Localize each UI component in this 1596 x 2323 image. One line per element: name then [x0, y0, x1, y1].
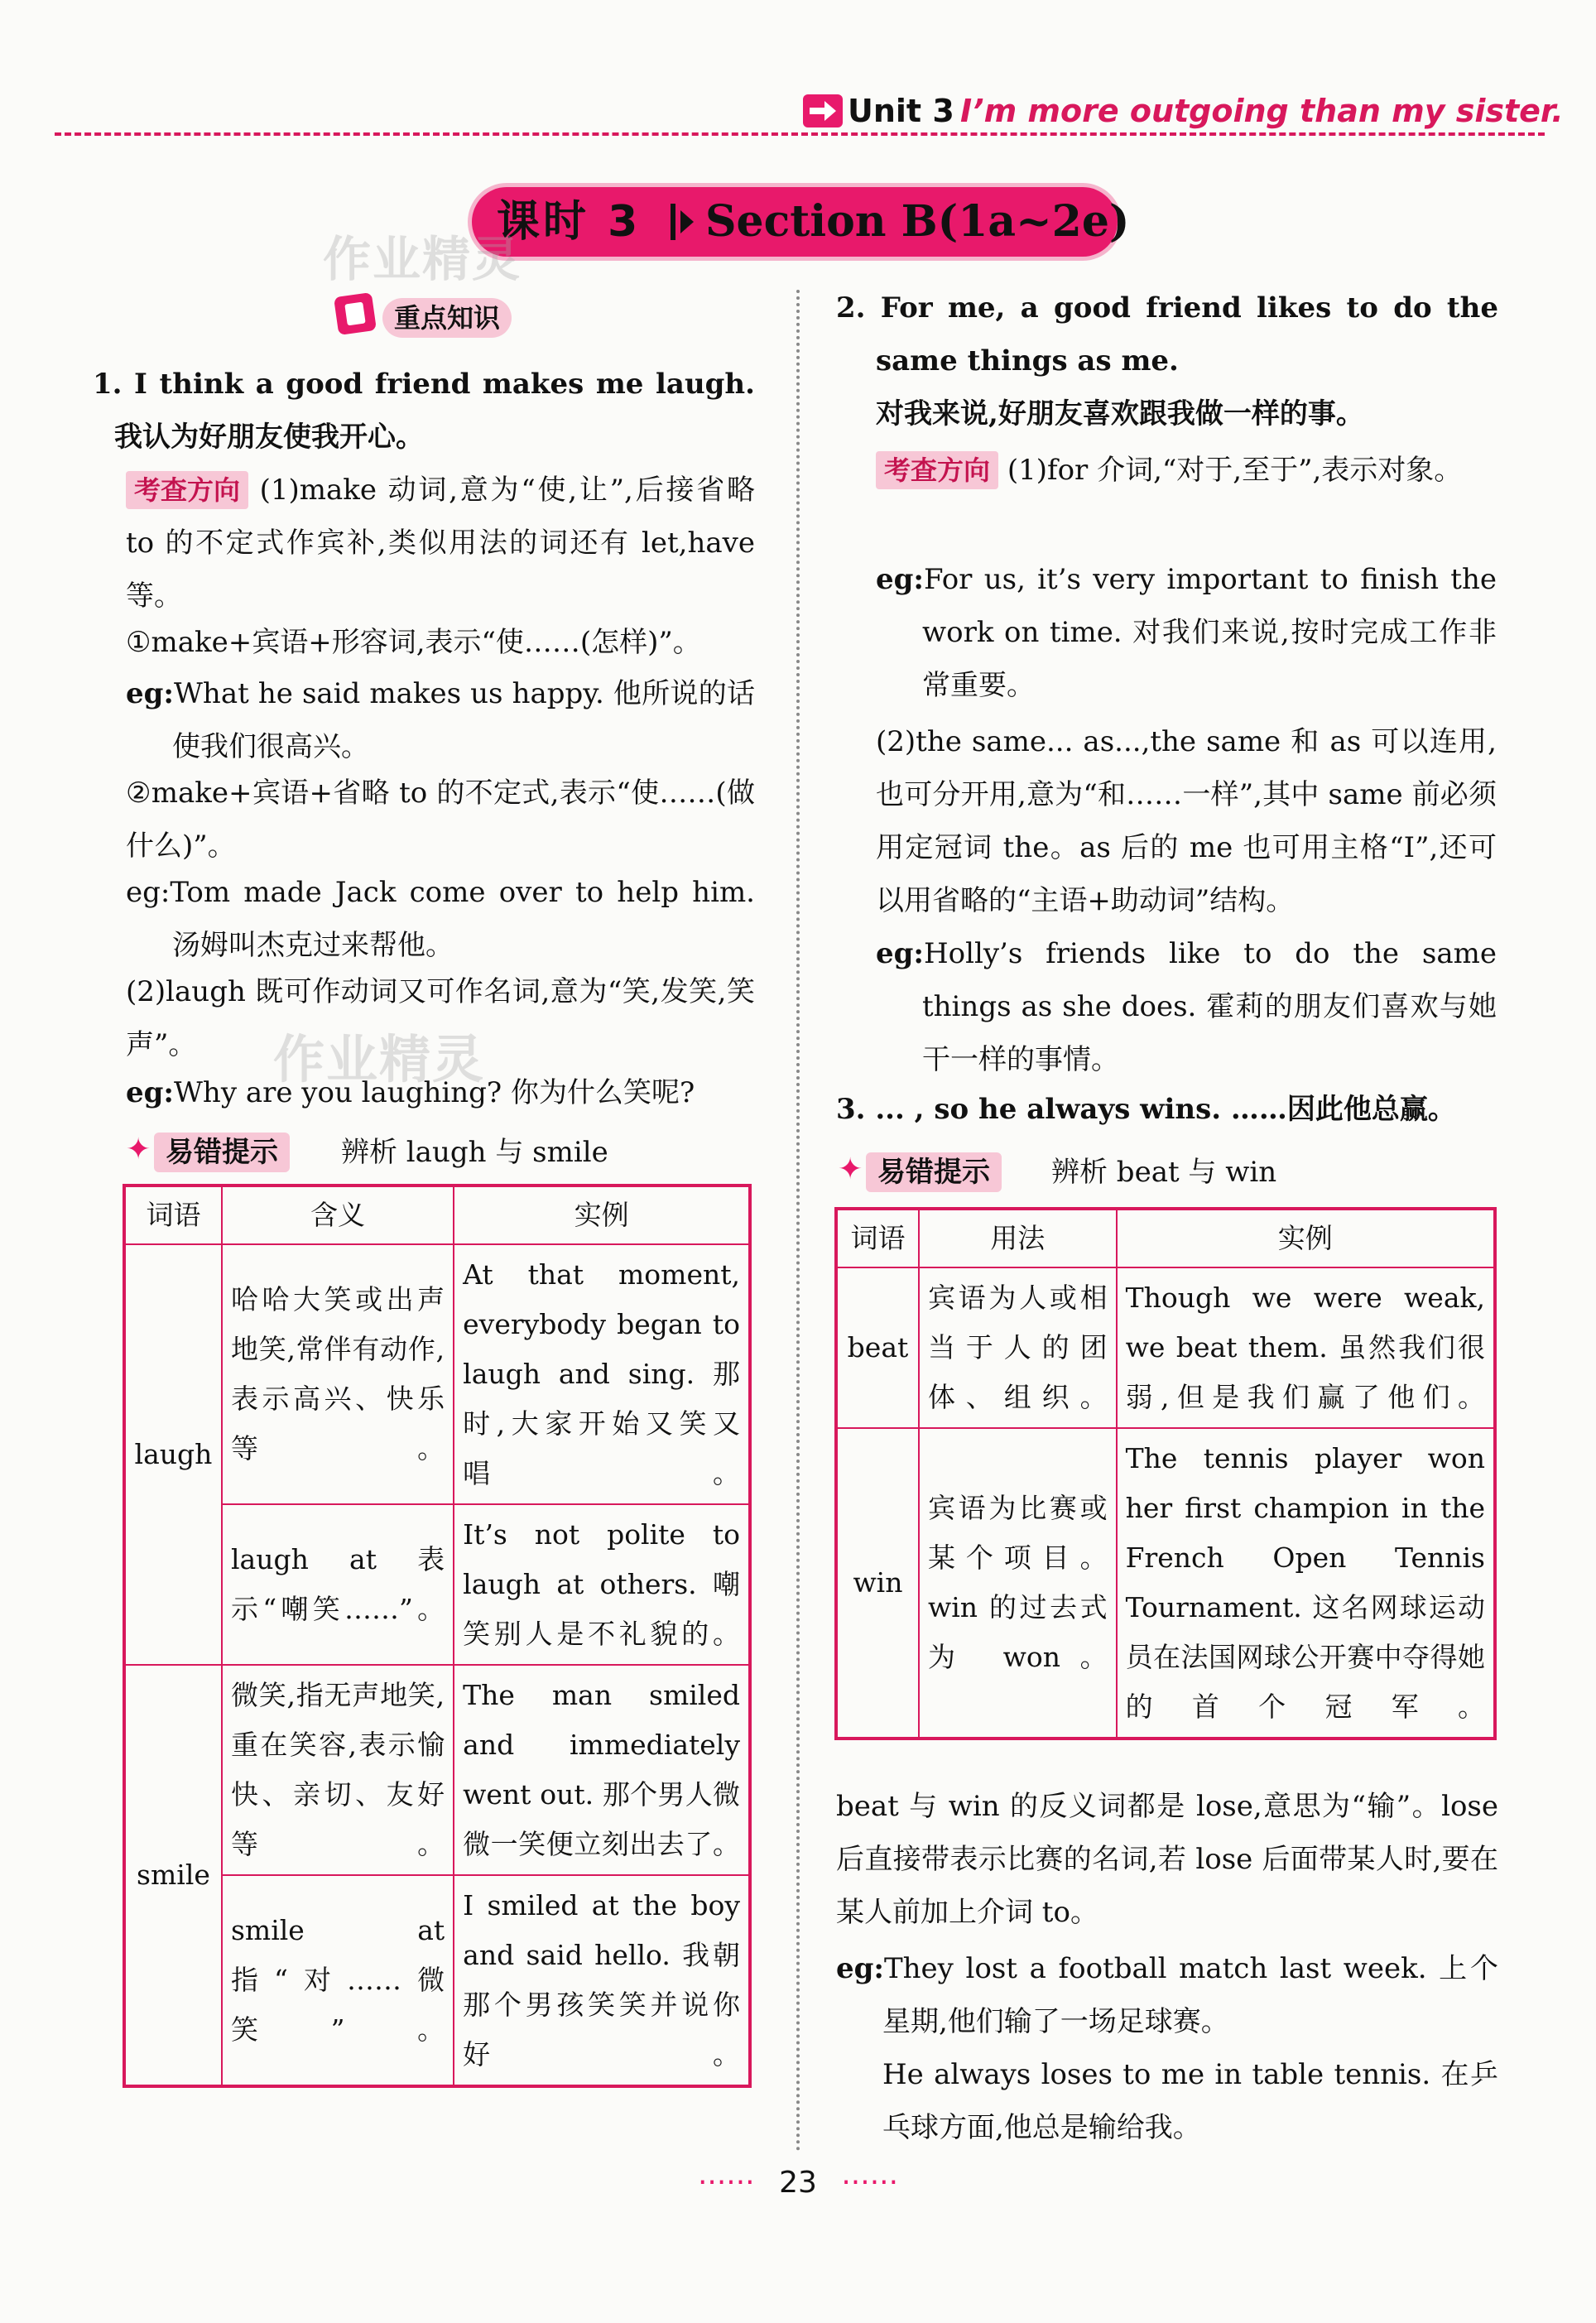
example-3-text: Why are you laughing? 你为什么笑呢?	[173, 1076, 695, 1109]
table-header-cell: 词语	[124, 1186, 222, 1244]
example-4-text: For us, it’s very important to finish the work on time. 对我们来说,按时完成工作非常重要。	[922, 563, 1497, 702]
table-row	[124, 1244, 750, 1504]
error-tip-label: 易错提示	[866, 1152, 1002, 1192]
example-4	[876, 553, 1497, 712]
table-header-row	[124, 1186, 750, 1244]
table-header-cell: 实例	[454, 1186, 750, 1244]
item1-p3: ②make+宾语+省略 to 的不定式,表示“使……(做什么)”。	[126, 777, 755, 863]
watermark: 作业精灵	[323, 231, 522, 287]
triangle-icon	[680, 210, 694, 233]
word-cell: smile	[124, 1665, 222, 2086]
unit-label: Unit 3	[848, 93, 954, 129]
page-number-value: 23	[779, 2166, 817, 2200]
example-5-text: Holly’s friends like to do the same things as she does. 霍莉的朋友们喜欢与她干一样的事情。	[922, 937, 1497, 1076]
table-row	[124, 1665, 750, 1875]
usage-cell: 宾语为人或相当于人的团体、组织。	[919, 1267, 1117, 1428]
item1-explanation	[126, 464, 755, 623]
example-cell: Though we were weak, we beat them. 虽然我们很弱,但是我们赢了他们。	[1117, 1267, 1495, 1428]
word-cell: win	[836, 1428, 919, 1739]
meaning-cell: smile at 指“对……微笑”。	[222, 1875, 454, 2086]
section-title: Section B(1a~2e)	[705, 196, 1130, 247]
table-row	[836, 1428, 1495, 1739]
eg-label: eg:	[876, 937, 924, 970]
star-icon: ✦	[126, 1133, 151, 1166]
item2-heading: 2. For me, a good friend likes to do the same things as me.	[836, 291, 1498, 378]
item1-p2: ①make+宾语+形容词,表示“使……(怎样)”。	[126, 626, 701, 659]
lesson-number: 课时 3	[497, 197, 642, 247]
exam-direction-tag: 考查方向	[126, 471, 248, 509]
eg-label: eg:	[126, 1076, 174, 1109]
example-2-text: Tom made Jack come over to help him. 汤姆叫杰克过来帮他。	[170, 876, 755, 962]
error-tip-text: 辨析 laugh 与 smile	[341, 1136, 608, 1169]
item3-p3: beat 与 win 的反义词都是 lose,意思为“输”。lose 后直接带表示比赛的名词,若 lose 后面带某人时,要在某人前加上介词 to。	[836, 1790, 1498, 1929]
item1-p4: (2)laugh 既可作动词又可作名词,意为“笑,发笑,笑声”。	[126, 975, 755, 1061]
eg-label: eg:	[126, 677, 174, 710]
star-icon: ✦	[838, 1152, 863, 1186]
book-icon-page	[344, 302, 365, 326]
item2-p1: (1)for 介词,“对于,至于”,表示对象。	[1007, 454, 1463, 487]
word-cell: beat	[836, 1267, 919, 1428]
example-6	[836, 1942, 1498, 2048]
usage-cell: 宾语为比赛或某个项目。win 的过去式为 won。	[919, 1428, 1117, 1739]
beat-win-table	[834, 1207, 1497, 1740]
meaning-cell: laugh at 表示“嘲笑……”。	[222, 1504, 454, 1665]
table-header-cell: 用法	[919, 1209, 1117, 1267]
item1-heading: 1. I think a good friend makes me laugh. 我认为好朋友使我开心。	[93, 368, 755, 454]
page-dots-right: ······	[841, 2166, 899, 2200]
item3-heading: 3. ... , so he always wins. ……因此他总赢。	[836, 1093, 1456, 1126]
table-header-row	[836, 1209, 1495, 1267]
page-dots-left: ······	[697, 2166, 755, 2200]
error-tip-label: 易错提示	[154, 1133, 290, 1172]
eg-label: eg:	[876, 563, 924, 596]
example-3	[126, 1066, 755, 1119]
example-1-text: What he said makes us happy. 他所说的话使我们很高兴。	[172, 677, 755, 763]
word-cell: laugh	[124, 1244, 222, 1665]
example-cell: The man smiled and immediately went out. 那个男人微微一笑便立刻出去了。	[454, 1665, 750, 1875]
example-cell: I smiled at the boy and said hello. 我朝那个男孩笑笑并说你好。	[454, 1875, 750, 2086]
table-row	[836, 1267, 1495, 1428]
example-6b: He always loses to me in table tennis. 在乒乓球方面,他总是输给我。	[882, 2058, 1498, 2144]
laugh-smile-table	[123, 1184, 752, 2088]
item2-translation: 对我来说,好朋友喜欢跟我做一样的事。	[876, 397, 1364, 430]
header-divider	[55, 132, 1545, 136]
item2-p2: (2)the same... as...,the same 和 as 可以连用,也可分开用,意为“和……一样”,其中 same 前必须用定冠词 the。as 后的 me 也可用主格“I”,还可以用省略的“主语+助动词”结构。	[876, 725, 1497, 917]
watermark: 作业精灵	[273, 1029, 486, 1089]
table-header-cell: 词语	[836, 1209, 919, 1267]
error-tip-text: 辨析 beat 与 win	[1051, 1156, 1277, 1189]
meaning-cell: 微笑,指无声地笑,重在笑容,表示愉快、亲切、友好等。	[222, 1665, 454, 1875]
exam-direction-tag: 考查方向	[876, 451, 998, 489]
example-1	[126, 667, 755, 773]
example-cell: The tennis player won her first champion in the French Open Tennis Tournament. 这名网球运动员在法国网球公开赛中夺得她的首个冠军。	[1117, 1428, 1495, 1739]
column-divider	[796, 290, 800, 2152]
page-number	[0, 2166, 1596, 2200]
example-5	[876, 927, 1497, 1086]
example-6-text: They lost a football match last week. 上个星期,他们输了一场足球赛。	[882, 1952, 1498, 2038]
item1-p1: (1)make 动词,意为“使,让”,后接省略 to 的不定式作宾补,类似用法的词还有 let,have 等。	[126, 474, 755, 613]
example-2	[126, 866, 755, 972]
meaning-cell: 哈哈大笑或出声地笑,常伴有动作,表示高兴、快乐等。	[222, 1244, 454, 1504]
example-cell: It’s not polite to laugh at others. 嘲笑别人是不礼貌的。	[454, 1504, 750, 1665]
table-header-cell: 含义	[222, 1186, 454, 1244]
banner-separator	[671, 204, 675, 240]
key-knowledge-label: 重点知识	[382, 298, 512, 338]
eg-label: eg:	[126, 876, 171, 909]
eg-label: eg:	[836, 1952, 884, 1985]
arrow-right-icon	[801, 89, 844, 132]
example-cell: At that moment, everybody began to laugh and sing. 那时,大家开始又笑又唱。	[454, 1244, 750, 1504]
table-header-cell: 实例	[1117, 1209, 1495, 1267]
item2-explanation	[876, 444, 1497, 497]
unit-title: I’m more outgoing than my sister.	[960, 93, 1564, 129]
